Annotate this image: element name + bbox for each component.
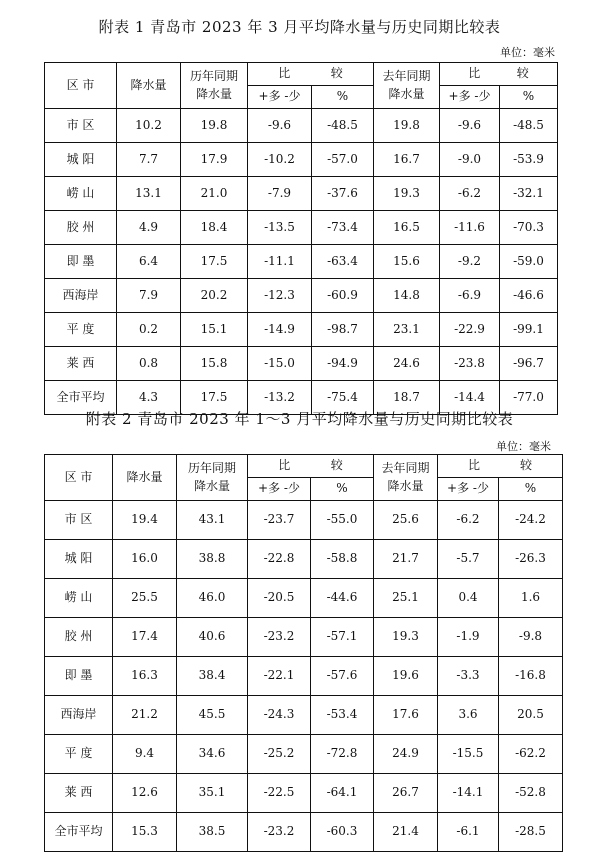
table-row	[45, 618, 563, 657]
cell-pct-last: -9.8	[499, 618, 563, 657]
table-row	[45, 313, 558, 347]
cell-district: 市 区	[45, 501, 113, 540]
cell-hist-avg: 17.9	[181, 143, 248, 177]
cell-diff-last: -9.0	[440, 143, 500, 177]
cell-diff-last: -5.7	[438, 540, 499, 579]
cell-diff-last: -6.1	[438, 813, 499, 852]
cell-district: 城 阳	[45, 143, 117, 177]
cell-diff-last: -1.9	[438, 618, 499, 657]
cell-diff-last: -14.1	[438, 774, 499, 813]
cell-district: 莱 西	[45, 774, 113, 813]
header-compare-2	[438, 455, 563, 478]
header-hist-avg	[177, 455, 248, 501]
cell-last-year: 19.3	[374, 618, 438, 657]
cell-diff-hist: -13.2	[248, 381, 312, 415]
cell-pct-hist: -55.0	[311, 501, 374, 540]
cell-last-year: 16.7	[374, 143, 440, 177]
table-row	[45, 540, 563, 579]
header-precip: 降水量	[117, 63, 181, 109]
cell-district: 胶 州	[45, 618, 113, 657]
cell-hist-avg: 17.5	[181, 381, 248, 415]
cell-pct-last: -52.8	[499, 774, 563, 813]
cell-diff-last: -6.2	[440, 177, 500, 211]
table-row	[45, 813, 563, 852]
table-row	[45, 245, 558, 279]
cell-diff-hist: -23.7	[248, 501, 311, 540]
cell-district: 城 阳	[45, 540, 113, 579]
cell-pct-last: -48.5	[500, 109, 558, 143]
cell-hist-avg: 38.4	[177, 657, 248, 696]
cell-hist-avg: 35.1	[177, 774, 248, 813]
cell-hist-avg: 38.5	[177, 813, 248, 852]
cell-pct-hist: -64.1	[311, 774, 374, 813]
cell-diff-hist: -22.5	[248, 774, 311, 813]
cell-precip: 7.9	[117, 279, 181, 313]
header-compare-right: 较	[330, 66, 343, 81]
cell-precip: 15.3	[113, 813, 177, 852]
cell-pct-last: -53.9	[500, 143, 558, 177]
cell-diff-hist: -12.3	[248, 279, 312, 313]
cell-diff-last: -6.9	[440, 279, 500, 313]
cell-district: 即 墨	[45, 245, 117, 279]
cell-district: 市 区	[45, 109, 117, 143]
cell-district: 平 度	[45, 313, 117, 347]
header-percent: %	[312, 86, 374, 109]
cell-last-year: 26.7	[374, 774, 438, 813]
cell-diff-last: 0.4	[438, 579, 499, 618]
header-percent: %	[500, 86, 558, 109]
header-compare	[248, 455, 374, 478]
cell-last-year: 18.7	[374, 381, 440, 415]
cell-last-year: 24.6	[374, 347, 440, 381]
header-last-year-line2: 降水量	[388, 86, 425, 101]
header-hist-avg-line1: 历年同期	[189, 69, 238, 84]
cell-pct-last: -62.2	[499, 735, 563, 774]
cell-pct-hist: -48.5	[312, 109, 374, 143]
cell-precip: 17.4	[113, 618, 177, 657]
table2	[44, 454, 563, 852]
header-compare-right: 较	[519, 458, 532, 473]
table1	[44, 62, 558, 415]
cell-pct-last: -46.6	[500, 279, 558, 313]
cell-precip: 10.2	[117, 109, 181, 143]
cell-diff-hist: -13.5	[248, 211, 312, 245]
cell-diff-hist: -11.1	[248, 245, 312, 279]
cell-hist-avg: 34.6	[177, 735, 248, 774]
header-compare-2	[440, 63, 558, 86]
cell-pct-last: -59.0	[500, 245, 558, 279]
cell-diff-last: -6.2	[438, 501, 499, 540]
cell-pct-hist: -57.0	[312, 143, 374, 177]
cell-pct-hist: -75.4	[312, 381, 374, 415]
table-row	[45, 579, 563, 618]
cell-district: 平 度	[45, 735, 113, 774]
cell-diff-hist: -15.0	[248, 347, 312, 381]
cell-pct-hist: -58.8	[311, 540, 374, 579]
cell-precip: 0.2	[117, 313, 181, 347]
cell-last-year: 24.9	[374, 735, 438, 774]
cell-diff-hist: -9.6	[248, 109, 312, 143]
cell-last-year: 14.8	[374, 279, 440, 313]
cell-last-year: 17.6	[374, 696, 438, 735]
cell-district: 全市平均	[45, 813, 113, 852]
cell-district: 莱 西	[45, 347, 117, 381]
table2-title: 附表 2 青岛市 2023 年 1～3 月平均降水量与历史同期比较表	[85, 410, 514, 428]
cell-precip: 12.6	[113, 774, 177, 813]
header-compare-left: 比	[278, 458, 291, 473]
table-row	[45, 211, 558, 245]
cell-diff-hist: -22.1	[248, 657, 311, 696]
header-percent: %	[499, 478, 563, 501]
header-last-year	[374, 455, 438, 501]
header-last-year-line2: 降水量	[387, 478, 424, 493]
header-more-less: +多 -少	[248, 86, 312, 109]
cell-last-year: 16.5	[374, 211, 440, 245]
cell-pct-hist: -94.9	[312, 347, 374, 381]
header-compare	[248, 63, 374, 86]
cell-pct-last: -28.5	[499, 813, 563, 852]
cell-diff-hist: -24.3	[248, 696, 311, 735]
cell-diff-last: -15.5	[438, 735, 499, 774]
cell-hist-avg: 21.0	[181, 177, 248, 211]
header-hist-avg-line2: 降水量	[193, 478, 230, 493]
cell-last-year: 19.3	[374, 177, 440, 211]
cell-last-year: 19.6	[374, 657, 438, 696]
table-row	[45, 774, 563, 813]
table-row	[45, 657, 563, 696]
header-more-less: +多 -少	[438, 478, 499, 501]
cell-pct-hist: -57.6	[311, 657, 374, 696]
cell-pct-hist: -53.4	[311, 696, 374, 735]
cell-hist-avg: 43.1	[177, 501, 248, 540]
cell-pct-last: -96.7	[500, 347, 558, 381]
cell-pct-hist: -98.7	[312, 313, 374, 347]
cell-hist-avg: 40.6	[177, 618, 248, 657]
cell-precip: 25.5	[113, 579, 177, 618]
header-compare-right: 较	[516, 66, 529, 81]
cell-pct-hist: -57.1	[311, 618, 374, 657]
cell-diff-hist: -10.2	[248, 143, 312, 177]
cell-hist-avg: 15.8	[181, 347, 248, 381]
table-row	[45, 109, 558, 143]
cell-pct-hist: -63.4	[312, 245, 374, 279]
cell-pct-hist: -44.6	[311, 579, 374, 618]
table2-unit-label: 单位：毫米	[496, 440, 551, 453]
cell-hist-avg: 15.1	[181, 313, 248, 347]
cell-precip: 9.4	[113, 735, 177, 774]
cell-diff-last: -23.8	[440, 347, 500, 381]
cell-district: 全市平均	[45, 381, 117, 415]
header-hist-avg-line2: 降水量	[195, 86, 232, 101]
cell-last-year: 21.7	[374, 540, 438, 579]
cell-last-year: 23.1	[374, 313, 440, 347]
table1-unit-label: 单位：毫米	[500, 46, 555, 59]
cell-precip: 6.4	[117, 245, 181, 279]
cell-district: 崂 山	[45, 177, 117, 211]
table-row	[45, 696, 563, 735]
cell-diff-hist: -20.5	[248, 579, 311, 618]
cell-diff-last: 3.6	[438, 696, 499, 735]
cell-precip: 21.2	[113, 696, 177, 735]
cell-district: 崂 山	[45, 579, 113, 618]
cell-diff-hist: -25.2	[248, 735, 311, 774]
cell-last-year: 25.6	[374, 501, 438, 540]
cell-diff-hist: -14.9	[248, 313, 312, 347]
header-more-less: +多 -少	[248, 478, 311, 501]
cell-hist-avg: 19.8	[181, 109, 248, 143]
cell-diff-last: -22.9	[440, 313, 500, 347]
cell-diff-last: -3.3	[438, 657, 499, 696]
cell-pct-last: 1.6	[499, 579, 563, 618]
cell-pct-last: -99.1	[500, 313, 558, 347]
cell-diff-hist: -22.8	[248, 540, 311, 579]
cell-last-year: 25.1	[374, 579, 438, 618]
cell-district: 西海岸	[45, 696, 113, 735]
cell-pct-hist: -37.6	[312, 177, 374, 211]
cell-hist-avg: 20.2	[181, 279, 248, 313]
table-row	[45, 177, 558, 211]
table-row	[45, 735, 563, 774]
cell-precip: 16.0	[113, 540, 177, 579]
cell-hist-avg: 18.4	[181, 211, 248, 245]
table1-title: 附表 1 青岛市 2023 年 3 月平均降水量与历史同期比较表	[98, 18, 501, 36]
table-row	[45, 347, 558, 381]
cell-precip: 4.9	[117, 211, 181, 245]
header-last-year-line1: 去年同期	[382, 69, 431, 84]
cell-hist-avg: 17.5	[181, 245, 248, 279]
header-percent: %	[311, 478, 374, 501]
cell-diff-last: -14.4	[440, 381, 500, 415]
cell-pct-last: -70.3	[500, 211, 558, 245]
cell-district: 即 墨	[45, 657, 113, 696]
cell-pct-hist: -73.4	[312, 211, 374, 245]
header-district: 区 市	[45, 63, 117, 109]
cell-pct-last: -77.0	[500, 381, 558, 415]
cell-diff-hist: -23.2	[248, 618, 311, 657]
header-compare-left: 比	[468, 66, 481, 81]
cell-pct-last: -16.8	[499, 657, 563, 696]
cell-district: 胶 州	[45, 211, 117, 245]
cell-pct-last: 20.5	[499, 696, 563, 735]
header-last-year	[374, 63, 440, 109]
cell-pct-hist: -60.9	[312, 279, 374, 313]
table-row	[45, 501, 563, 540]
cell-diff-hist: -7.9	[248, 177, 312, 211]
cell-diff-hist: -23.2	[248, 813, 311, 852]
cell-pct-last: -32.1	[500, 177, 558, 211]
header-district: 区 市	[45, 455, 113, 501]
table-row	[45, 279, 558, 313]
cell-pct-last: -26.3	[499, 540, 563, 579]
cell-hist-avg: 38.8	[177, 540, 248, 579]
header-hist-avg	[181, 63, 248, 109]
cell-hist-avg: 45.5	[177, 696, 248, 735]
cell-pct-last: -24.2	[499, 501, 563, 540]
table-row	[45, 143, 558, 177]
cell-precip: 19.4	[113, 501, 177, 540]
header-hist-avg-line1: 历年同期	[187, 461, 236, 476]
header-more-less: +多 -少	[440, 86, 500, 109]
cell-diff-last: -11.6	[440, 211, 500, 245]
cell-hist-avg: 46.0	[177, 579, 248, 618]
cell-pct-hist: -60.3	[311, 813, 374, 852]
header-precip: 降水量	[113, 455, 177, 501]
cell-precip: 0.8	[117, 347, 181, 381]
cell-precip: 7.7	[117, 143, 181, 177]
header-compare-left: 比	[278, 66, 291, 81]
cell-last-year: 15.6	[374, 245, 440, 279]
cell-diff-last: -9.6	[440, 109, 500, 143]
cell-precip: 4.3	[117, 381, 181, 415]
cell-precip: 16.3	[113, 657, 177, 696]
cell-pct-hist: -72.8	[311, 735, 374, 774]
header-compare-left: 比	[467, 458, 480, 473]
cell-last-year: 19.8	[374, 109, 440, 143]
cell-last-year: 21.4	[374, 813, 438, 852]
cell-diff-last: -9.2	[440, 245, 500, 279]
cell-precip: 13.1	[117, 177, 181, 211]
header-last-year-line1: 去年同期	[381, 461, 430, 476]
cell-district: 西海岸	[45, 279, 117, 313]
header-compare-right: 较	[330, 458, 343, 473]
